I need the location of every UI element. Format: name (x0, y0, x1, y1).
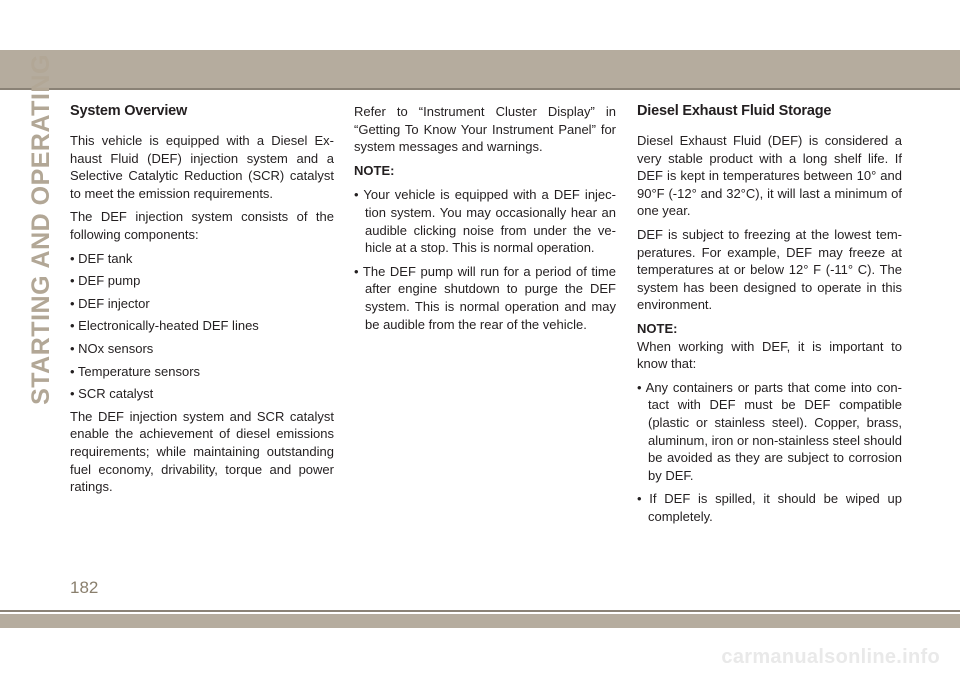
list-item: • Any containers or parts that come into con- tact with DEF must be DEF compatible (plastic or stainless steel). Copper, brass, aluminum, iron or non-stainless steel should be avoided as they are subject to corrosion by DEF. (637, 379, 902, 483)
note-list (354, 186, 616, 333)
list-item: • Your vehicle is equipped with a DEF injec- tion system. You may occasionally hear an audible clicking noise from under the ve- hicle at a stop. This is normal operation. (354, 187, 616, 256)
list-item: • The DEF pump will run for a period of time after engine shutdown to purge the DEF system. This is normal operation and may be audible from the rear of the vehicle. (354, 263, 616, 332)
note-label: NOTE: (354, 162, 395, 178)
footer-band (0, 614, 960, 628)
header-rule (0, 88, 960, 90)
heading-def-storage: Diesel Exhaust Fluid Storage (637, 103, 832, 119)
list-item: • NOx sensors (70, 340, 154, 356)
list-item: • DEF tank (70, 250, 133, 266)
column-right (637, 103, 902, 531)
list-item: • Temperature sensors (70, 363, 201, 379)
heading-system-overview: System Overview (70, 103, 188, 119)
note-label: NOTE: (637, 320, 678, 336)
list-item: • DEF pump (70, 273, 141, 289)
note-list (637, 379, 902, 526)
list-item: • If DEF is spilled, it should be wiped up completely. (637, 491, 902, 524)
footer-rule (0, 610, 960, 612)
page-number: 182 (70, 578, 99, 597)
paragraph: DEF is subject to freezing at the lowest tem- peratures. For example, DEF may freeze at temperatures at or below 12° F (-11° C). The system has been designed to operate in this environment. (637, 226, 902, 313)
paragraph: The DEF injection system and SCR catalyst enable the achievement of diesel emissions requirements; while maintaining outstanding fuel economy, drivability, torque and power ratings. (70, 408, 334, 495)
column-middle (354, 103, 616, 339)
list-item: • SCR catalyst (70, 386, 154, 402)
components-list (70, 250, 334, 403)
watermark: carmanualsonline.info (721, 646, 940, 668)
header-band (0, 50, 960, 88)
section-tab (26, 53, 56, 405)
paragraph: When working with DEF, it is important to know that: (637, 338, 902, 372)
list-item: • Electronically-heated DEF lines (70, 318, 259, 334)
paragraph: Diesel Exhaust Fluid (DEF) is considered a very stable product with a long shelf life. If DEF is kept in temperatures between 10° and 90°F (-12° and 32°C), it will last a minimum of one year. (637, 133, 902, 219)
paragraph: Refer to “Instrument Cluster Display” in “Getting To Know Your Instrument Panel” for system messages and warnings. (354, 104, 616, 155)
section-tab-label: STARTING AND OPERATING (26, 53, 55, 405)
column-left (70, 103, 334, 502)
paragraph: This vehicle is equipped with a Diesel Ex- haust Fluid (DEF) injection system and a Selective Catalytic Reduction (SCR) catalyst to meet the emission requirements. (70, 133, 334, 201)
list-item: • DEF injector (70, 295, 150, 311)
paragraph: The DEF injection system consists of the following components: (70, 209, 334, 242)
